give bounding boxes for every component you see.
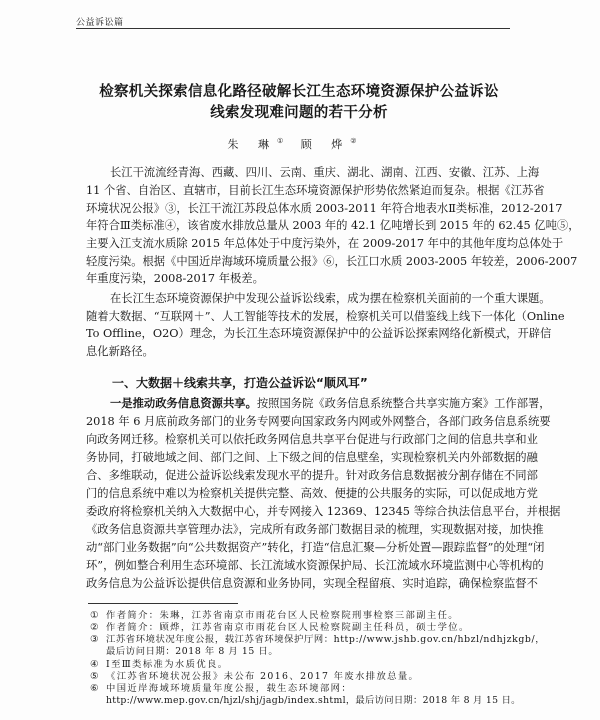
footnote-text: Ⅰ至Ⅲ类标准为水质优良。 bbox=[106, 659, 229, 670]
paragraph-line: 委政府将检察机关纳入大数据中心，并专网接入 12369、12345 等综合执法信息平台，并根据 bbox=[86, 505, 561, 518]
lead-phrase: 一是推动政务信息资源共享。 bbox=[110, 397, 257, 410]
footnote-continuation: 最后访问日期：2018 年 8 月 15 日。 bbox=[106, 646, 279, 657]
paragraph-line: 轻度污染。根据《中国近岸海域环境质量公报》⑥，长江口水质 2003-2005 年较差，2006-2007 bbox=[86, 255, 578, 268]
paragraph-line: 合、多维联动，促进公益诉讼线索发现水平的提升。针对政务信息数据被分割存储在不同部 bbox=[86, 469, 538, 482]
footnote-marker: ③ bbox=[90, 634, 99, 645]
line-text: 按照国务院《政务信息系统整合共享实施方案》工作部署， bbox=[256, 397, 551, 410]
paragraph-line: 随着大数据、“互联网＋”、人工智能等技术的发展，检察机关可以借鉴线上线下一体化（Online bbox=[86, 310, 565, 323]
paragraph-line: 息化新路径。 bbox=[86, 345, 154, 358]
footnote-text: 《江苏省环境状况公报》未公布 2016、2017 年废水排放总量。 bbox=[106, 671, 420, 682]
paragraph-line: 环境状况公报》③，长江干流江苏段总体水质 2003-2011 年符合地表水Ⅱ类标准，2012-2017 bbox=[86, 202, 563, 215]
footnote-marker: ① bbox=[90, 610, 99, 621]
paragraph-line: 门的信息系统中难以为检察机关提供完整、高效、便捷的公共服务的实际，可以促成地方党 bbox=[86, 487, 538, 500]
paragraph-line: 环”，例如整合利用生态环境部、长江流域水资源保护局、长江流域水环境监测中心等机构的 bbox=[86, 559, 544, 572]
footnote bbox=[90, 659, 229, 670]
header-rule bbox=[76, 28, 510, 29]
paragraph-line: 主要入江支流水质除 2015 年总体处于中度污染外，在 2009-2017 年中的其他年度均总体处于 bbox=[86, 237, 564, 250]
paragraph-line: 政务信息为公益诉讼提供信息资源和业务协同，实现全程留痕、实时追踪，确保检察监督不 bbox=[86, 577, 538, 590]
paragraph-line: 在长江生态环境资源保护中发现公益诉讼线索，成为摆在检察机关面前的一个重大课题。 bbox=[110, 292, 551, 305]
footnote bbox=[90, 610, 459, 621]
footnote bbox=[90, 671, 420, 682]
footnote bbox=[90, 634, 546, 645]
paragraph-line: 11 个省、自治区、直辖市，目前长江生态环境资源保护形势依然紧迫而复杂。根据《江苏省 bbox=[86, 184, 545, 197]
paragraph-line: 长江干流流经青海、西藏、四川、云南、重庆、湖北、湖南、江西、安徽、江苏、上海 bbox=[110, 166, 540, 179]
running-header: 公益诉讼篇 bbox=[76, 18, 124, 28]
footnote bbox=[90, 622, 470, 633]
paragraph-line bbox=[110, 397, 551, 411]
authors bbox=[86, 136, 512, 152]
paragraph-line: 年重度污染，2008-2017 年极差。 bbox=[86, 272, 264, 285]
paragraph-line: 2018 年 6 月底前政务部门的业务专网要向国家政务内网或外网整合，各部门政务信息系统要 bbox=[86, 415, 551, 428]
author-note-marker[interactable]: ① bbox=[276, 137, 284, 146]
footnote bbox=[90, 683, 353, 694]
author-name: 顾 烨 bbox=[300, 138, 351, 151]
paragraph-line: 向政务网迁移。检察机关可以依托政务网信息共享平台促进与行政部门之间的信息共享和业 bbox=[86, 433, 538, 446]
author-name: 朱 琳 bbox=[227, 138, 277, 151]
article-title-line1: 检察机关探索信息化路径破解长江生态环境资源保护公益诉讼 bbox=[99, 84, 499, 100]
footnote-continuation[interactable]: http://www.mep.gov.cn/hjzl/shj/jagb/index.shtml，最后访问日期：2018 年 8 月 15 日。 bbox=[106, 695, 521, 706]
paragraph-line: 《政务信息资源共享管理办法》，完成所有政务部门数据目录的梳理，实现数据对接，加快推 bbox=[86, 523, 544, 536]
paragraph-line: 动“部门业务数据”向“公共数据资产”转化，打造“信息汇聚—分析处置—跟踪监督”的处理“闭 bbox=[86, 541, 545, 554]
footnote-text: 中国近岸海域环境质量年度公报，载生态环境部网： bbox=[106, 683, 353, 694]
article-title-line2: 线索发现难问题的若干分析 bbox=[210, 105, 388, 121]
section-heading: 一、大数据＋线索共享，打造公益诉讼“顺风耳” bbox=[112, 376, 368, 390]
footnote-text: 作者简介：朱琳，江苏省南京市雨花台区人民检察院刑事检察三部副主任。 bbox=[106, 610, 459, 621]
footnote-rule bbox=[88, 603, 238, 604]
paragraph-line: To Offline，O2O）理念，为长江生态环境资源保护中的公益诉讼探索网络化新模式，开辟信 bbox=[86, 327, 552, 340]
author-note-marker[interactable]: ② bbox=[350, 137, 357, 146]
paragraph-line: 务协同，打破地域之间、部门之间、上下级之间的信息壁垒，实现检察机关内外部数据的融 bbox=[86, 451, 538, 464]
footnote-marker: ② bbox=[90, 622, 99, 633]
footnote-marker: ⑥ bbox=[90, 683, 99, 694]
footnote-text: 作者简介：顾烨，江苏省南京市雨花台区人民检察院副主任科员，硕士学位。 bbox=[106, 622, 470, 633]
paragraph-line: 年符合Ⅲ类标准④，该省废水排放总量从 2003 年的 42.1 亿吨增长到 2015 年的 62.45 亿吨⑤， bbox=[86, 219, 580, 232]
footnote-text[interactable]: 江苏省环境状况年度公报，载江苏省环境保护厅网：http://www.jshb.gov.cn/hbzl/ndhjzkgb/， bbox=[106, 634, 546, 645]
footnote-marker: ⑤ bbox=[90, 671, 99, 682]
footnote-marker: ④ bbox=[90, 659, 99, 670]
